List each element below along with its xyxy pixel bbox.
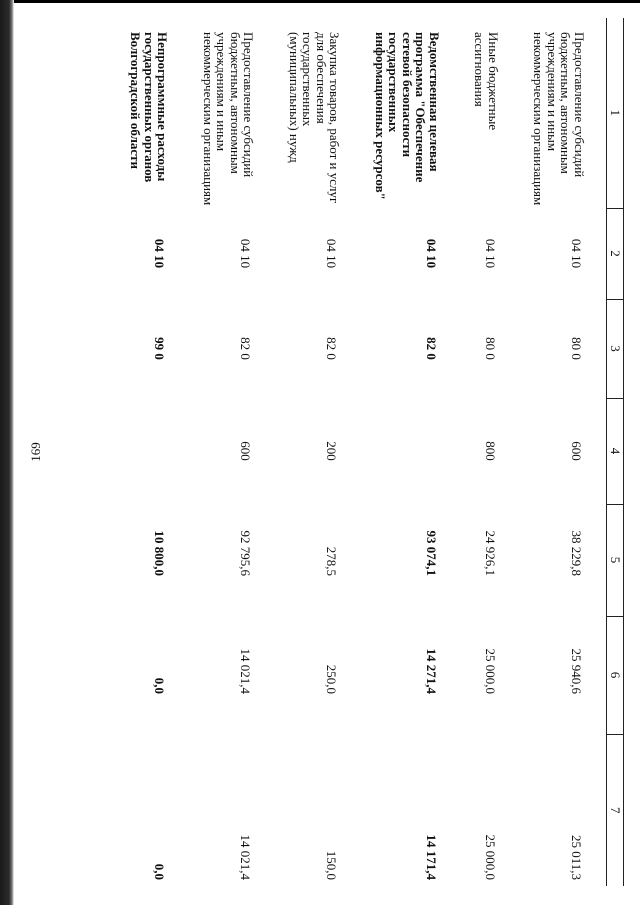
row-name: Ведомственная целевая программа "Обеспечение сетевой безопасности государственных информационных ресурсов" xyxy=(373,32,442,200)
column-header: 7 xyxy=(607,734,624,886)
amount-column-5: 10 800,0 xyxy=(152,530,168,576)
amount-column-5: 278,5 xyxy=(324,546,340,576)
budget-table xyxy=(117,18,624,886)
column-header: 4 xyxy=(607,398,624,504)
section-code: 04 10 xyxy=(424,238,439,269)
table-row xyxy=(190,18,276,886)
amount-column-6: 25 000,0 xyxy=(483,648,498,694)
target-item-code: 82 0 xyxy=(324,337,340,360)
target-item-code: 99 0 xyxy=(152,337,168,360)
table-row xyxy=(276,18,362,886)
expense-type-code: 800 xyxy=(483,441,498,461)
amount-column-7: 25 011,3 xyxy=(569,834,584,880)
expense-type-code: 600 xyxy=(238,441,254,461)
target-item-code: 80 0 xyxy=(569,337,584,360)
row-name: Иные бюджетные ассигнования xyxy=(472,32,501,131)
expense-type-code: 200 xyxy=(324,441,340,461)
row-name: Непрограммные расходы государственных органов Волгоградской области xyxy=(128,32,171,183)
column-header: 5 xyxy=(607,504,624,616)
amount-column-5: 92 795,6 xyxy=(238,530,254,576)
column-header: 2 xyxy=(607,208,624,299)
amount-column-6: 250,0 xyxy=(324,664,340,694)
amount-column-5: 24 926,1 xyxy=(483,530,498,576)
amount-column-7: 14 021,4 xyxy=(238,834,254,880)
row-name: Закупка товаров, работ и услуг для обеспечения государственных (муниципальных) нужд xyxy=(287,32,343,204)
table-row xyxy=(520,18,607,886)
expense-type-code xyxy=(362,398,462,504)
column-header: 6 xyxy=(607,616,624,734)
table-row xyxy=(461,18,520,886)
section-code: 04 10 xyxy=(569,238,584,269)
table-header xyxy=(607,18,624,886)
amount-column-7: 25 000,0 xyxy=(483,834,498,880)
amount-column-6: 14 271,4 xyxy=(424,648,439,694)
table-row-nonprogram xyxy=(117,18,190,886)
amount-column-7: 150,0 xyxy=(324,850,340,880)
target-item-code: 80 0 xyxy=(483,337,498,360)
header-row xyxy=(607,18,624,886)
amount-column-6: 25 940,6 xyxy=(569,648,584,694)
amount-column-6: 0,0 xyxy=(152,677,168,694)
amount-column-7: 0,0 xyxy=(152,863,168,880)
expense-type-code xyxy=(117,398,190,504)
section-code: 04 10 xyxy=(324,238,340,269)
column-header: 1 xyxy=(607,18,624,208)
amount-column-6: 14 021,4 xyxy=(238,648,254,694)
section-code: 04 10 xyxy=(483,238,498,269)
amount-column-5: 93 074,1 xyxy=(424,530,439,576)
amount-column-7: 14 171,4 xyxy=(424,834,439,880)
column-header: 3 xyxy=(607,299,624,398)
row-name: Предоставление субсидий бюджетным, автономным учреждениям и иным некоммерческим организациям xyxy=(531,32,587,206)
target-item-code: 82 0 xyxy=(424,337,439,360)
row-name: Предоставление субсидий бюджетным, автономным учреждениям и иным некоммерческим организациям xyxy=(201,32,257,206)
section-code: 04 10 xyxy=(152,238,168,269)
expense-type-code: 600 xyxy=(569,441,584,461)
section-code: 04 10 xyxy=(238,238,254,269)
target-item-code: 82 0 xyxy=(238,337,254,360)
amount-column-5: 38 229,8 xyxy=(569,530,584,576)
table-row-program xyxy=(362,18,462,886)
page-number: 169 xyxy=(28,442,43,462)
table-body xyxy=(117,18,607,886)
